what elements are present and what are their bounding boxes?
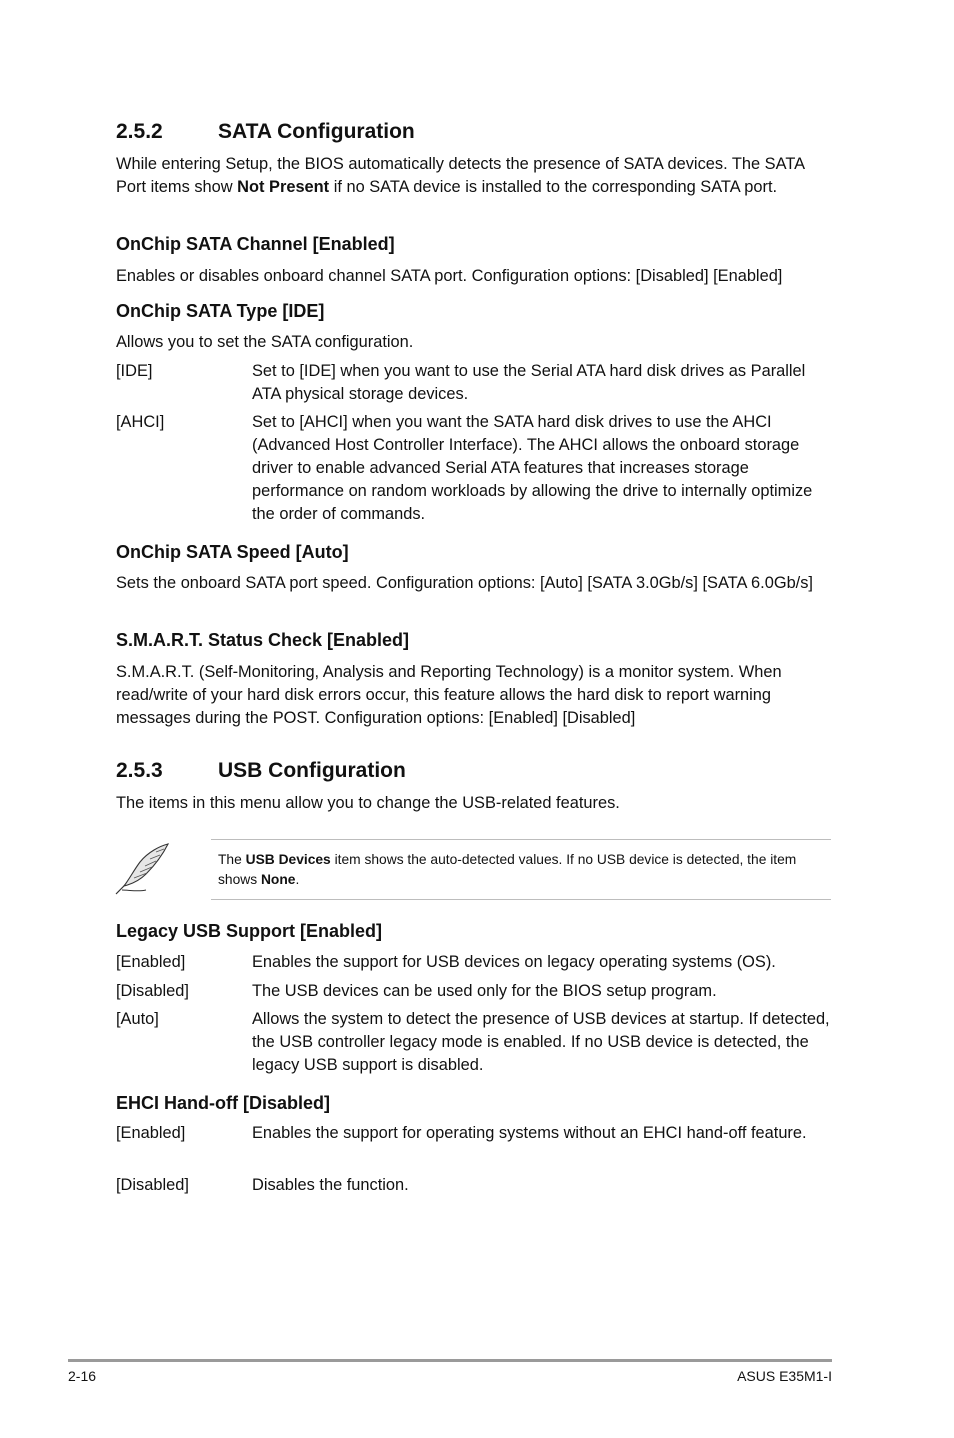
section-heading-sata [116, 120, 415, 144]
intro-text: While entering Setup, the BIOS automatically detects the presence of SATA devices. The SATA Port items show [116, 155, 805, 196]
section-heading-usb [116, 759, 406, 783]
note-run: . [295, 872, 300, 887]
option-desc: Allows the system to detect the presence of USB devices at startup. If detected, the USB controller legacy mode is enabled. If no USB device is detected, the legacy USB support is disabled. [252, 1010, 830, 1074]
option-term: [Enabled] [116, 1124, 186, 1142]
sata-speed-heading: OnChip SATA Speed [Auto] [116, 542, 349, 562]
section-number: 2.5.3 [116, 759, 163, 782]
option-desc: Set to [AHCI] when you want the SATA hard disk drives to use the AHCI (Advanced Host Controller Interface). The AHCI allows the onboard storage driver to enable advanced Serial ATA features that increases storage performance on random workloads by allowing the drive to internally optimize the order of commands. [252, 413, 813, 523]
note-run: item shows the auto-detected values. If no USB device is detected, the item shows [218, 852, 797, 887]
note-top-rule [211, 839, 831, 840]
section-number: 2.5.2 [116, 120, 163, 143]
page-number: 2-16 [68, 1368, 97, 1384]
intro-text: if no SATA device is installed to the corresponding SATA port. [329, 178, 778, 196]
option-term: [Enabled] [116, 953, 186, 971]
usb-intro: The items in this menu allow you to change the USB-related features. [116, 794, 620, 812]
intro-bold: Not Present [237, 178, 330, 196]
sata-channel-desc: Enables or disables onboard channel SATA port. Configuration options: [Disabled] [Enabled] [116, 267, 783, 285]
legacy-usb-heading: Legacy USB Support [Enabled] [116, 921, 383, 941]
feather-pen-icon [112, 840, 174, 898]
product-name: ASUS E35M1-I [737, 1368, 832, 1384]
option-desc: The USB devices can be used only for the BIOS setup program. [252, 982, 717, 1000]
sata-type-desc: Allows you to set the SATA configuration. [116, 333, 414, 351]
sata-intro [116, 153, 832, 199]
option-term: [Disabled] [116, 1176, 189, 1194]
smart-heading: S.M.A.R.T. Status Check [Enabled] [116, 630, 410, 650]
option-desc: Disables the function. [252, 1176, 409, 1194]
footer-rule [68, 1359, 832, 1362]
note-bold: None [260, 872, 296, 887]
ehci-heading: EHCI Hand-off [Disabled] [116, 1093, 330, 1113]
option-desc: Set to [IDE] when you want to use the Serial ATA hard disk drives as Parallel ATA physical storage devices. [252, 362, 806, 403]
section-title: SATA Configuration [218, 120, 415, 143]
option-term: [IDE] [116, 362, 153, 380]
option-term: [Auto] [116, 1010, 159, 1028]
sata-type-heading: OnChip SATA Type [IDE] [116, 301, 325, 321]
section-title: USB Configuration [218, 759, 406, 782]
note-bold: USB Devices [245, 852, 331, 867]
sata-channel-heading: OnChip SATA Channel [Enabled] [116, 234, 395, 254]
note-text [218, 850, 828, 890]
option-term: [Disabled] [116, 982, 189, 1000]
option-desc: Enables the support for USB devices on legacy operating systems (OS). [252, 953, 776, 971]
option-desc: Enables the support for operating systems without an EHCI hand-off feature. [252, 1124, 807, 1142]
smart-desc: S.M.A.R.T. (Self-Monitoring, Analysis and Reporting Technology) is a monitor system. When read/write of your hard disk errors occur, this feature allows the hard disk to report warning messages during the POST. Configuration options: [Enabled] [Disabled] [116, 663, 782, 727]
note-bottom-rule [211, 899, 831, 900]
sata-speed-desc: Sets the onboard SATA port speed. Configuration options: [Auto] [SATA 3.0Gb/s] [SATA 6.0Gb/s] [116, 574, 813, 592]
option-term: [AHCI] [116, 413, 165, 431]
note-run: The [218, 852, 246, 867]
